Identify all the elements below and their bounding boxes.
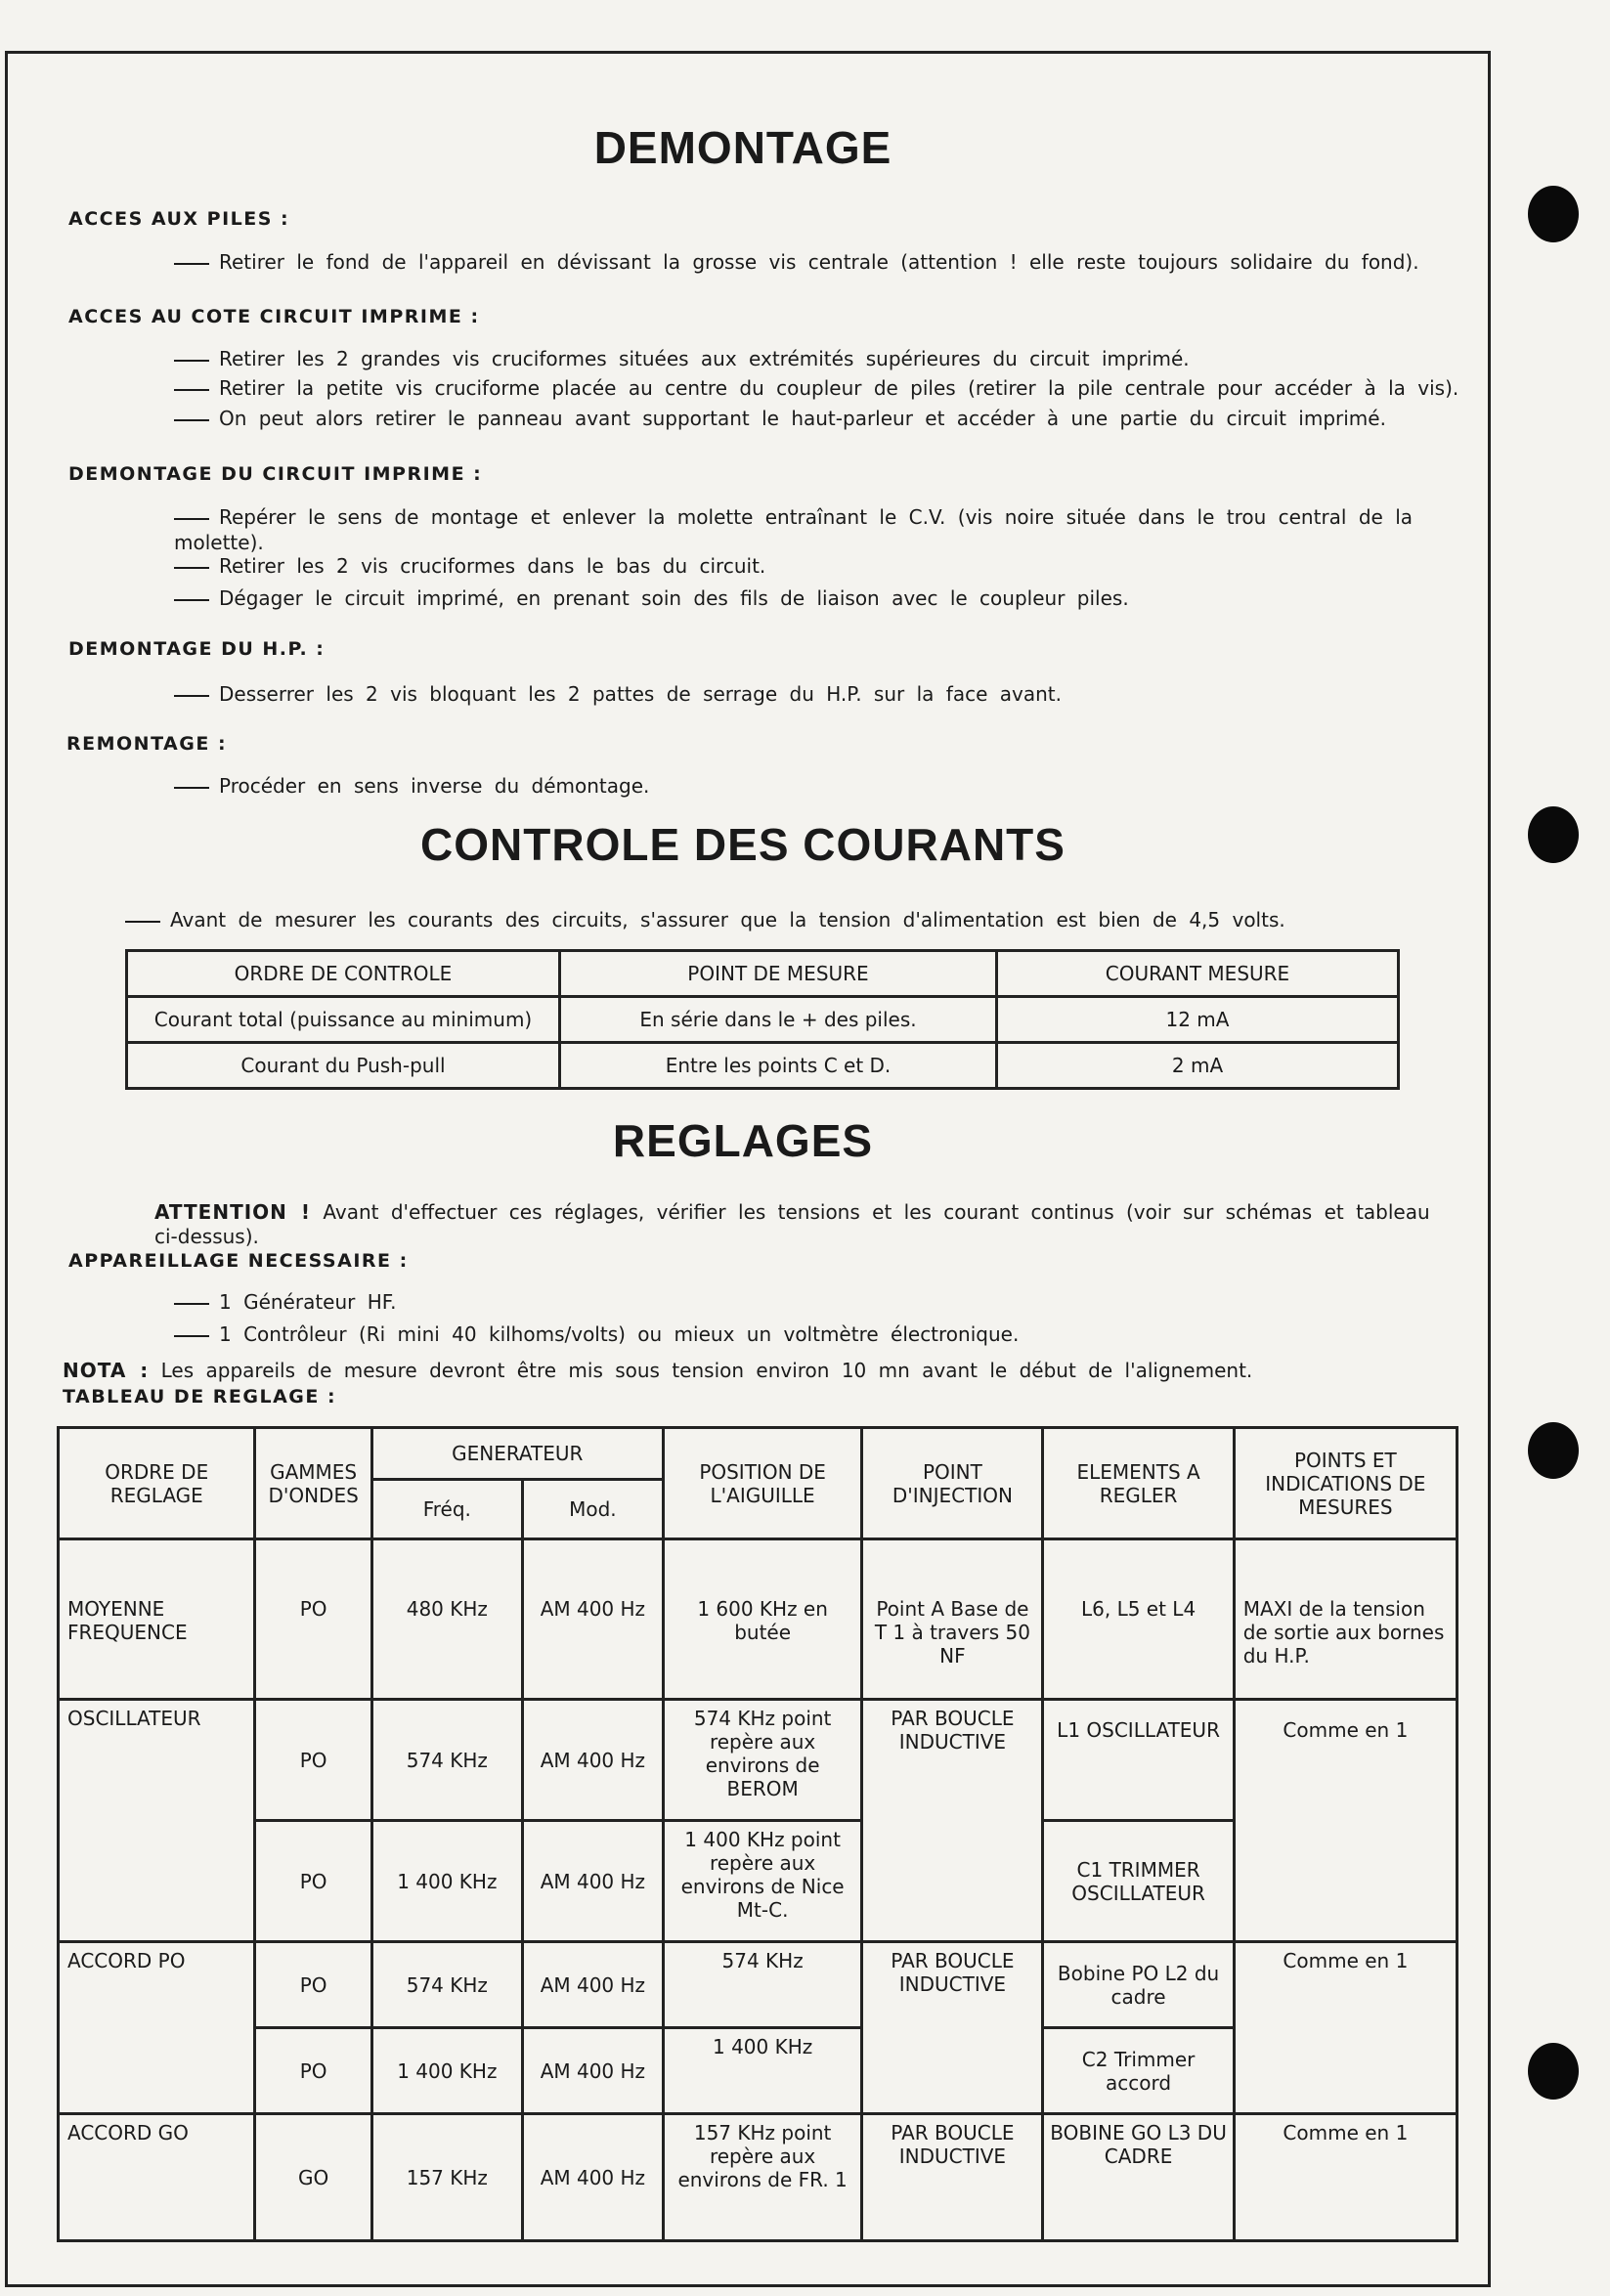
- cell-position: 1 400 KHz: [663, 2028, 862, 2114]
- table-row: [127, 997, 1399, 1043]
- header-gammes: GAMMES D'ONDES: [255, 1428, 371, 1539]
- cell-elements: BOBINE GO L3 DU CADRE: [1043, 2114, 1234, 2241]
- punch-hole: [1528, 1422, 1579, 1479]
- heading-appareillage: APPAREILLAGE NECESSAIRE :: [68, 1250, 409, 1272]
- table-reglage: [57, 1426, 1458, 2242]
- punch-hole: [1528, 806, 1579, 863]
- cell-gamme: PO: [255, 2028, 371, 2114]
- title-reglages: REGLAGES: [612, 1115, 874, 1166]
- cell-position: 1 600 KHz en butée: [663, 1539, 862, 1700]
- cell-position: 1 400 KHz point repère aux environs de Nice Mt-C.: [663, 1821, 862, 1942]
- cell-freq: 1 400 KHz: [371, 2028, 522, 2114]
- cell-freq: 480 KHz: [371, 1539, 522, 1700]
- text-line: Retirer la petite vis cruciforme placée au centre du coupleur de piles (retirer la pile centrale pour accéder à la vis).: [174, 376, 1458, 400]
- cell-points: Comme en 1: [1234, 1700, 1457, 1942]
- text-line: Repérer le sens de montage et enlever la molette entraînant le C.V. (vis noire située dans le trou central de la molette).: [174, 505, 1414, 554]
- cell-freq: 1 400 KHz: [371, 1821, 522, 1942]
- table-row: [127, 1043, 1399, 1089]
- cell-mod: AM 400 Hz: [522, 1700, 663, 1821]
- table-header: ORDRE DE CONTROLE: [127, 951, 560, 997]
- text-line: Retirer les 2 vis cruciformes dans le bas du circuit.: [174, 554, 765, 578]
- table-row: [59, 1539, 1458, 1700]
- table-header: POINT DE MESURE: [560, 951, 997, 997]
- cell-freq: 574 KHz: [371, 1942, 522, 2028]
- table-cell: Entre les points C et D.: [560, 1043, 997, 1089]
- cell-gamme: PO: [255, 1539, 371, 1700]
- cell-ordre: OSCILLATEUR: [59, 1700, 255, 1942]
- cell-gamme: GO: [255, 2114, 371, 2241]
- cell-ordre: ACCORD PO: [59, 1942, 255, 2114]
- header-elements: ELEMENTS A REGLER: [1043, 1428, 1234, 1539]
- table-header-row: [127, 951, 1399, 997]
- cell-freq: 574 KHz: [371, 1700, 522, 1821]
- cell-injection: PAR BOUCLE INDUCTIVE: [862, 1942, 1043, 2114]
- text-line: Avant de mesurer les courants des circuits, s'assurer que la tension d'alimentation est bien de 4,5 volts.: [125, 908, 1285, 931]
- heading-acces-circuit: ACCES AU COTE CIRCUIT IMPRIME :: [68, 306, 480, 327]
- cell-freq: 157 KHz: [371, 2114, 522, 2241]
- header-ordre: ORDRE DE REGLAGE: [59, 1428, 255, 1539]
- cell-elements: C1 TRIMMER OSCILLATEUR: [1043, 1821, 1234, 1942]
- cell-elements: Bobine PO L2 du cadre: [1043, 1942, 1234, 2028]
- text-line: Procéder en sens inverse du démontage.: [174, 774, 649, 798]
- table-cell: Courant total (puissance au minimum): [127, 997, 560, 1043]
- header-position: POSITION DE L'AIGUILLE: [663, 1428, 862, 1539]
- header-freq: Fréq.: [371, 1480, 522, 1539]
- cell-mod: AM 400 Hz: [522, 2114, 663, 2241]
- cell-mod: AM 400 Hz: [522, 2028, 663, 2114]
- text-line: On peut alors retirer le panneau avant supportant le haut-parleur et accéder à une partie du circuit imprimé.: [174, 407, 1386, 430]
- cell-position: 574 KHz: [663, 1942, 862, 2028]
- text-line: Retirer le fond de l'appareil en dévissant la grosse vis centrale (attention ! elle reste toujours solidaire du fond).: [174, 250, 1419, 274]
- table-cell: Courant du Push-pull: [127, 1043, 560, 1089]
- table-courants: [125, 949, 1400, 1090]
- nota-note: NOTA : Les appareils de mesure devront être mis sous tension environ 10 mn avant le début de l'alignement.: [63, 1359, 1253, 1382]
- text-line: Dégager le circuit imprimé, en prenant soin des fils de liaison avec le coupleur piles.: [174, 586, 1129, 610]
- cell-mod: AM 400 Hz: [522, 1942, 663, 2028]
- table-row: [59, 1942, 1458, 2028]
- nota-label: NOTA :: [63, 1359, 150, 1382]
- text-line: Desserrer les 2 vis bloquant les 2 pattes de serrage du H.P. sur la face avant.: [174, 682, 1062, 706]
- text-line: Retirer les 2 grandes vis cruciformes situées aux extrémités supérieures du circuit imprimé.: [174, 347, 1190, 370]
- text-line: 1 Générateur HF.: [174, 1290, 396, 1314]
- header-points: POINTS ET INDICATIONS DE MESURES: [1234, 1428, 1457, 1539]
- cell-points: Comme en 1: [1234, 1942, 1457, 2114]
- header-generateur: GENERATEUR: [371, 1428, 663, 1480]
- cell-position: 157 KHz point repère aux environs de FR. 1: [663, 2114, 862, 2241]
- heading-demontage-circuit: DEMONTAGE DU CIRCUIT IMPRIME :: [68, 463, 483, 485]
- table-header: COURANT MESURE: [997, 951, 1399, 997]
- cell-mod: AM 400 Hz: [522, 1539, 663, 1700]
- heading-tableau: TABLEAU DE REGLAGE :: [63, 1386, 337, 1408]
- cell-ordre: ACCORD GO: [59, 2114, 255, 2241]
- cell-ordre: MOYENNE FREQUENCE: [59, 1539, 255, 1700]
- header-mod: Mod.: [522, 1480, 663, 1539]
- title-controle: CONTROLE DES COURANTS: [420, 819, 1066, 870]
- heading-remontage: REMONTAGE :: [66, 733, 228, 755]
- attention-label: ATTENTION !: [154, 1200, 311, 1224]
- cell-gamme: PO: [255, 1821, 371, 1942]
- cell-points: Comme en 1: [1234, 2114, 1457, 2241]
- cell-elements: L6, L5 et L4: [1043, 1539, 1234, 1700]
- table-row: [59, 2114, 1458, 2241]
- cell-elements: C2 Trimmer accord: [1043, 2028, 1234, 2114]
- header-injection: POINT D'INJECTION: [862, 1428, 1043, 1539]
- cell-mod: AM 400 Hz: [522, 1821, 663, 1942]
- cell-elements: L1 OSCILLATEUR: [1043, 1700, 1234, 1821]
- heading-acces-piles: ACCES AUX PILES :: [68, 208, 290, 230]
- cell-injection: PAR BOUCLE INDUCTIVE: [862, 2114, 1043, 2241]
- cell-gamme: PO: [255, 1700, 371, 1821]
- table-cell: 12 mA: [997, 997, 1399, 1043]
- cell-gamme: PO: [255, 1942, 371, 2028]
- table-header-row: [59, 1428, 1458, 1480]
- table-cell: En série dans le + des piles.: [560, 997, 997, 1043]
- cell-position: 574 KHz point repère aux environs de BEROM: [663, 1700, 862, 1821]
- attention-note: ATTENTION ! Avant d'effectuer ces réglages, vérifier les tensions et les courant continus (voir sur schémas et tableau ci-dessus).: [154, 1200, 1430, 1248]
- table-cell: 2 mA: [997, 1043, 1399, 1089]
- cell-injection: Point A Base de T 1 à travers 50 NF: [862, 1539, 1043, 1700]
- cell-points: MAXI de la tension de sortie aux bornes du H.P.: [1234, 1539, 1457, 1700]
- punch-hole: [1528, 186, 1579, 242]
- punch-hole: [1528, 2043, 1579, 2100]
- text-line: 1 Contrôleur (Ri mini 40 kilhoms/volts) ou mieux un voltmètre électronique.: [174, 1322, 1019, 1346]
- table-row: [59, 1700, 1458, 1821]
- cell-injection: PAR BOUCLE INDUCTIVE: [862, 1700, 1043, 1942]
- heading-demontage-hp: DEMONTAGE DU H.P. :: [68, 638, 326, 660]
- title-demontage: DEMONTAGE: [593, 122, 892, 173]
